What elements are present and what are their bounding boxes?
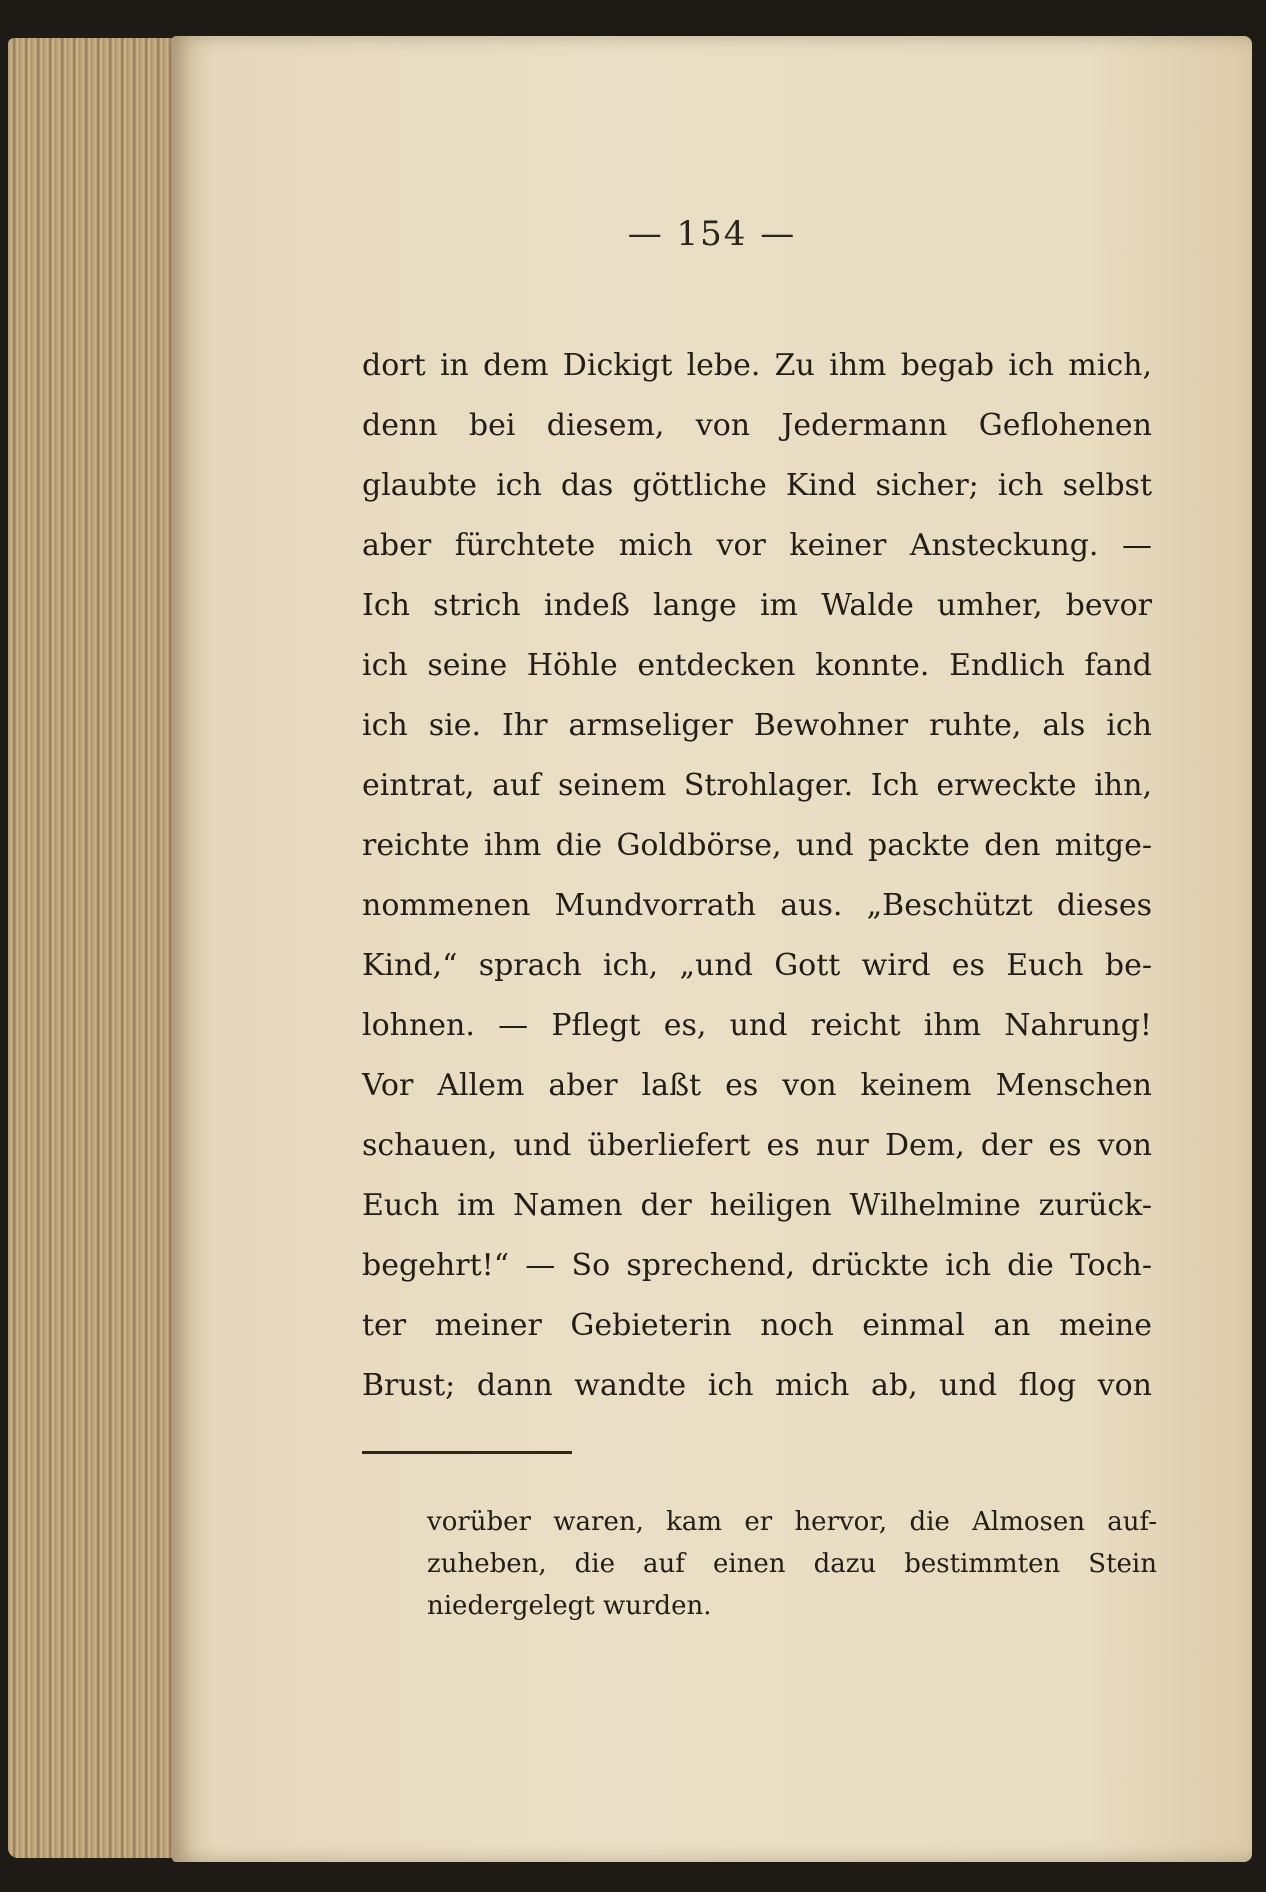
text-line: begehrt!“ — So sprechend, drückte ich die Toch-: [362, 1248, 1152, 1283]
text-line: Ich strich indeß lange im Walde umher, bevor: [362, 588, 1152, 623]
text-line: denn bei diesem, von Jedermann Geflohenen: [362, 408, 1152, 443]
page-edges: [8, 38, 183, 1858]
text-line: Brust; dann wandte ich mich ab, und flog von: [362, 1368, 1152, 1403]
footnote-line: vorüber waren, kam er hervor, die Almosen auf-: [427, 1507, 1157, 1537]
text-line: Kind,“ sprach ich, „und Gott wird es Euch be-: [362, 948, 1152, 983]
text-line: nommenen Mundvorrath aus. „Beschützt dieses: [362, 888, 1152, 923]
text-line: lohnen. — Pflegt es, und reicht ihm Nahrung!: [362, 1008, 1152, 1043]
book-page: [172, 36, 1252, 1862]
text-line: aber fürchtete mich vor keiner Ansteckung. —: [362, 528, 1152, 563]
footnote-line: niedergelegt wurden.: [427, 1591, 712, 1621]
footnote: [427, 1501, 1157, 1627]
footnote-line: zuheben, die auf einen dazu bestimmten Stein: [427, 1549, 1157, 1579]
footnote-divider: [362, 1451, 572, 1454]
text-line: Euch im Namen der heiligen Wilhelmine zurück-: [362, 1188, 1152, 1223]
text-line: schauen, und überliefert es nur Dem, der es von: [362, 1128, 1152, 1163]
text-line: glaubte ich das göttliche Kind sicher; ich selbst: [362, 468, 1152, 503]
text-line: dort in dem Dickigt lebe. Zu ihm begab ich mich,: [362, 348, 1152, 383]
text-line: ter meiner Gebieterin noch einmal an meine: [362, 1308, 1152, 1343]
text-line: ich seine Höhle entdecken konnte. Endlich fand: [362, 648, 1152, 683]
text-line: ich sie. Ihr armseliger Bewohner ruhte, als ich: [362, 708, 1152, 743]
text-line: reichte ihm die Goldbörse, und packte den mitge-: [362, 828, 1152, 863]
text-line: eintrat, auf seinem Strohlager. Ich erweckte ihn,: [362, 768, 1152, 803]
page-number: — 154 —: [627, 214, 797, 254]
text-line: Vor Allem aber laßt es von keinem Menschen: [362, 1068, 1152, 1103]
body-text: [362, 336, 1152, 1416]
